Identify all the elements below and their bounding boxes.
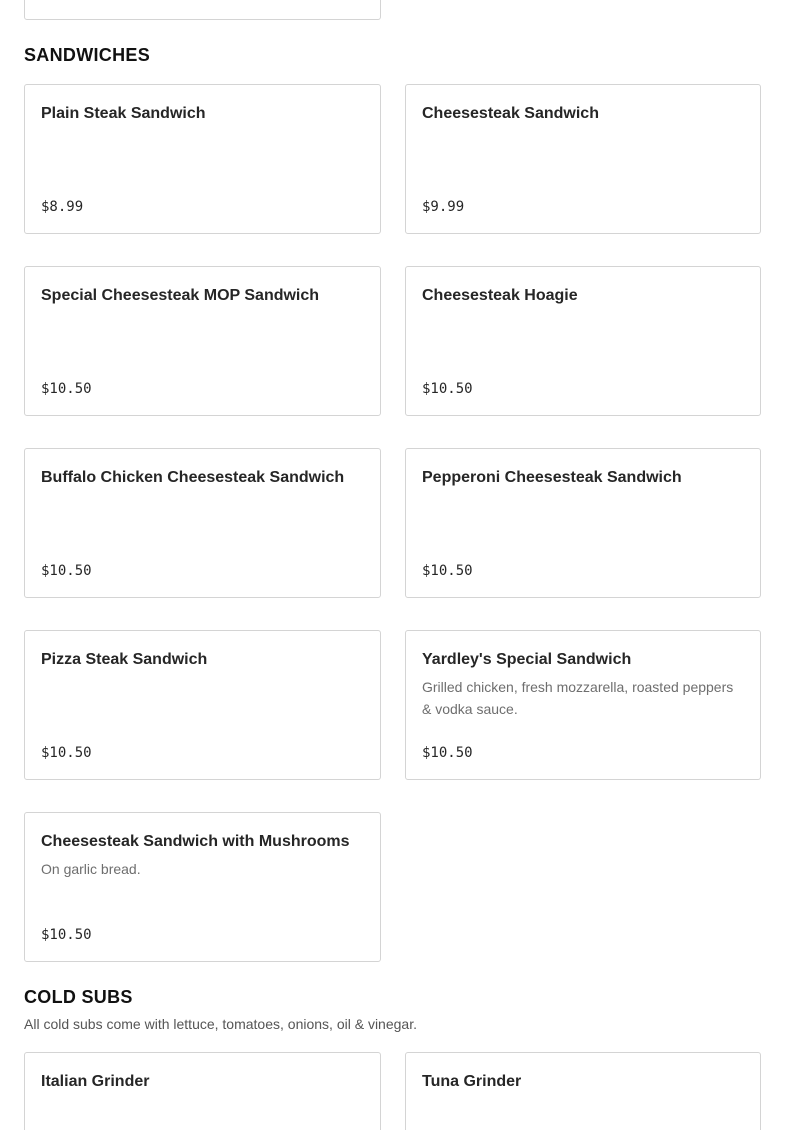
menu-item-card-partial[interactable] bbox=[24, 0, 381, 20]
menu-item-name: Yardley's Special Sandwich bbox=[422, 651, 632, 668]
menu-item-name: Special Cheesesteak MOP Sandwich bbox=[41, 287, 320, 304]
menu-item-card[interactable] bbox=[405, 448, 761, 598]
menu-item-price: $8.99 bbox=[41, 199, 84, 215]
menu-item-name: Pepperoni Cheesesteak Sandwich bbox=[422, 469, 682, 486]
menu-item-card[interactable] bbox=[24, 1052, 381, 1130]
menu-item-price: $10.50 bbox=[422, 745, 473, 761]
menu-item-card[interactable] bbox=[405, 84, 761, 234]
section-title-sandwiches: SANDWICHES bbox=[24, 45, 151, 65]
menu-item-name: Pizza Steak Sandwich bbox=[41, 651, 208, 668]
menu-item-price: $9.99 bbox=[422, 199, 465, 215]
section-title-cold-subs: COLD SUBS bbox=[24, 987, 133, 1007]
menu-item-price: $10.50 bbox=[41, 745, 92, 761]
menu-item-price: $10.50 bbox=[422, 381, 473, 397]
menu-item-card[interactable] bbox=[24, 448, 381, 598]
menu-item-card[interactable] bbox=[24, 266, 381, 416]
menu-item-card[interactable] bbox=[405, 630, 761, 780]
section-note-cold-subs: All cold subs come with lettuce, tomatoes, onions, oil & vinegar. bbox=[24, 1016, 417, 1032]
menu-item-card[interactable] bbox=[405, 266, 761, 416]
menu-item-price: $10.50 bbox=[41, 381, 92, 397]
menu-item-card[interactable] bbox=[405, 1052, 761, 1130]
menu-item-price: $10.50 bbox=[422, 563, 473, 579]
menu-item-name: Buffalo Chicken Cheesesteak Sandwich bbox=[41, 469, 345, 486]
menu-item-name: Italian Grinder bbox=[41, 1073, 150, 1090]
menu-item-name: Plain Steak Sandwich bbox=[41, 105, 206, 122]
menu-item-description: On garlic bread. bbox=[41, 861, 141, 877]
menu-item-card[interactable] bbox=[24, 812, 381, 962]
menu-item-name: Cheesesteak Sandwich bbox=[422, 105, 599, 122]
menu-item-price: $10.50 bbox=[41, 927, 92, 943]
menu-item-price: $10.50 bbox=[41, 563, 92, 579]
menu-item-card[interactable] bbox=[24, 630, 381, 780]
menu-item-name: Tuna Grinder bbox=[422, 1073, 522, 1090]
menu-item-description: Grilled chicken, fresh mozzarella, roasted peppers & vodka sauce. bbox=[422, 679, 734, 717]
menu-item-name: Cheesesteak Sandwich with Mushrooms bbox=[41, 833, 350, 850]
menu-item-card[interactable] bbox=[24, 84, 381, 234]
menu-item-name: Cheesesteak Hoagie bbox=[422, 287, 578, 304]
